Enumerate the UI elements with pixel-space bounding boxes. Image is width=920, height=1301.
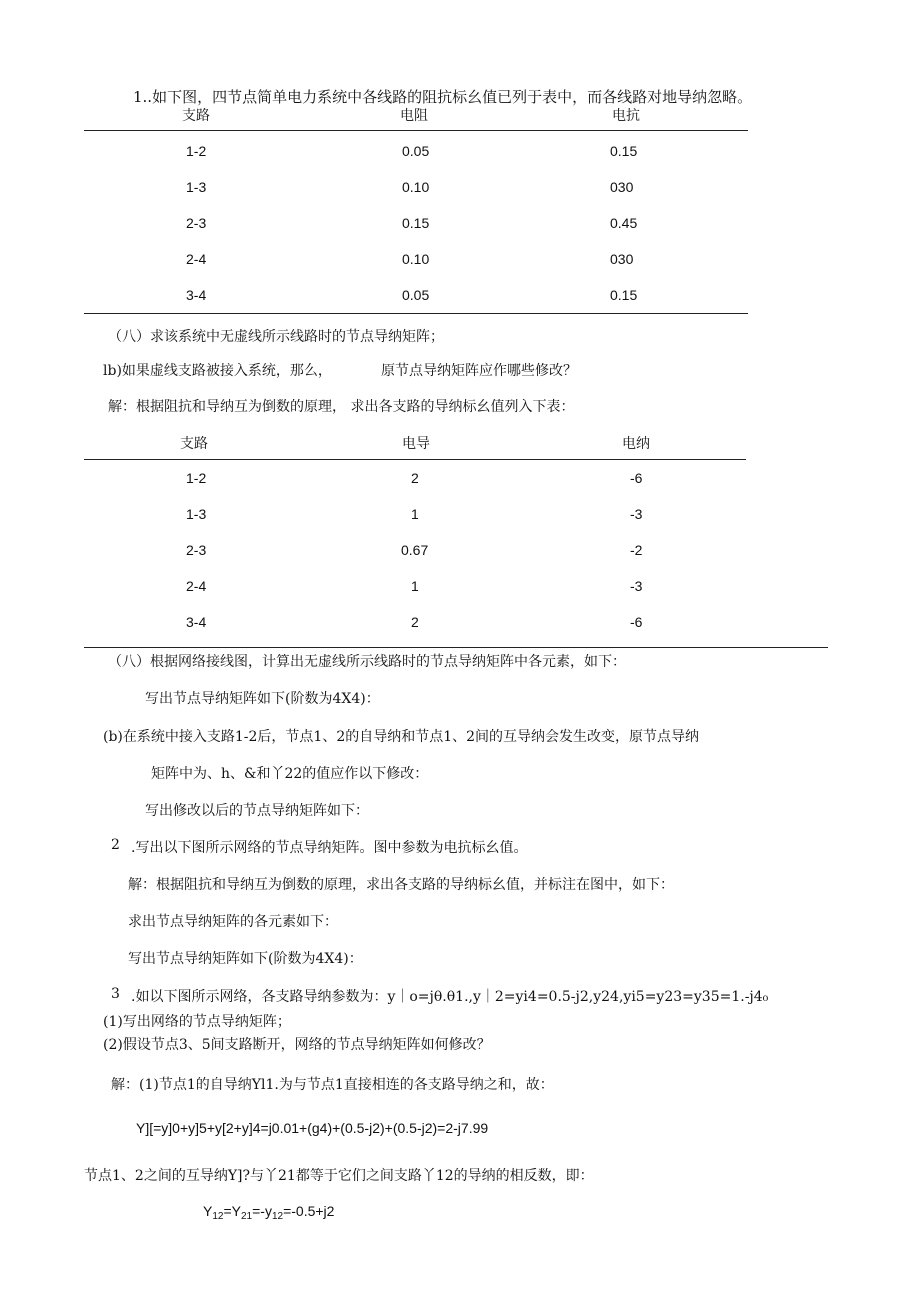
table1-cell: 0.05 (402, 143, 430, 159)
q3-number: 3 (111, 986, 120, 1002)
table1-cell: 030 (610, 251, 634, 267)
table2-cell: 1-2 (186, 470, 207, 486)
q1-part-b-tail: 原节点导纳矩阵应作哪些修改？ (381, 363, 577, 379)
table1-cell: 0.15 (610, 287, 638, 303)
q3-text: .如以下图所示网络，各支路导纳参数为：y｜o=jθ.θ1.,y｜2=yi4=0.5-j2,y24,yi5=y23=y35=1.-j4₀ (131, 989, 769, 1005)
q1-part-b-lead: lb)如果虚线支路被接入系统，那么， (103, 363, 332, 379)
table1-cell: 0.10 (402, 179, 430, 195)
table2-header-susceptance: 电纳 (622, 436, 650, 452)
q2-number: 2 (111, 837, 120, 853)
table2-bottom-rule (84, 647, 828, 648)
table2-header-conductance: 电导 (402, 436, 430, 452)
q2-solution: 解：根据阻抗和导纳互为倒数的原理，求出各支路的导纳标幺值，并标注在图中，如下： (128, 877, 674, 893)
q3-item2: (2)假设节点3、5间支路断开，网络的节点导纳矩阵如何修改？ (103, 1037, 491, 1053)
q2-matrix: 写出节点导纳矩阵如下(阶数为4X4)： (128, 951, 363, 967)
q3-solution: 解：(1)节点1的自导纳Yl1.为与节点1直接相连的各支路导纳之和，故： (111, 1077, 554, 1093)
table1-cell: 0.10 (402, 251, 430, 267)
table2-cell: -2 (630, 542, 643, 558)
table2-cell: -3 (630, 578, 643, 594)
table2-cell: 2 (411, 614, 419, 630)
eq2-sub-12: 12 (212, 1211, 224, 1222)
table1-cell: 0.45 (610, 215, 638, 231)
q1-intro: 1..如下图，四节点简单电力系统中各线路的阻抗标幺值已列于表中，而各线路对地导纳忽略。 (133, 88, 753, 106)
table1-cell: 0.15 (402, 215, 430, 231)
table2-cell: 1 (411, 578, 419, 594)
table2-cell: 2-3 (186, 542, 207, 558)
q1-answer-b3: 写出修改以后的节点导纳矩阵如下： (145, 803, 369, 819)
table1-cell: 3-4 (186, 287, 207, 303)
table1-cell: 030 (610, 179, 634, 195)
table1-header-branch: 支路 (182, 108, 210, 124)
eq2-eq2: =-y (252, 1203, 272, 1219)
eq2-eq1: =Y (223, 1203, 241, 1219)
table2-cell: 1 (411, 506, 419, 522)
eq2-sub-21: 21 (240, 1211, 253, 1222)
q3-equation-1: Y][=y]0+y]5+y[2+y]4=j0.01+(g4)+(0.5-j2)+(0.5-j2)=2-j7.99 (136, 1120, 489, 1136)
table2-cell: 2 (411, 470, 419, 486)
q2-elements: 求出节点导纳矩阵的各元素如下： (128, 914, 338, 930)
table1-cell: 1-2 (186, 143, 207, 159)
table2-cell: 3-4 (186, 614, 207, 630)
table1-header-reactance: 电抗 (612, 108, 640, 124)
table2-cell: -6 (630, 614, 643, 630)
table1-header-resistance: 电阻 (400, 108, 428, 124)
q2-text: .写出以下图所示网络的节点导纳矩阵。图中参数为电抗标幺值。 (131, 840, 528, 856)
eq2-rest: =-0.5+j2 (283, 1203, 335, 1219)
q1-answer-b2: 矩阵中为、h、&和丫22的值应作以下修改： (151, 766, 429, 782)
eq2-Y: Y (203, 1203, 213, 1219)
table1-top-rule (84, 130, 748, 131)
table1-cell: 0.05 (402, 287, 430, 303)
table1-cell: 2-3 (186, 215, 207, 231)
table2-cell: 2-4 (186, 578, 207, 594)
table2-cell: 0.67 (401, 542, 429, 558)
table2-top-rule (84, 459, 746, 460)
q3-equation-2 (203, 1203, 334, 1222)
q1-solution: 解：根据阻抗和导纳互为倒数的原理， 求出各支路的导纳标幺值列入下表： (108, 399, 575, 415)
table1-cell: 2-4 (186, 251, 207, 267)
table1-bottom-rule (84, 313, 748, 314)
q1-answer-b1: (b)在系统中接入支路1-2后，节点1、2的自导纳和节点1、2间的互导纳会发生改变，原节点导纳 (103, 729, 700, 745)
table1-cell: 1-3 (186, 179, 207, 195)
table2-cell: -3 (630, 506, 643, 522)
q3-mutual-text: 节点1、2之间的互导纳Y]?与丫21都等于它们之间支路丫12的导纳的相反数，即： (84, 1168, 594, 1184)
q3-item1: (1)写出网络的节点导纳矩阵； (103, 1014, 291, 1030)
q1-part-a: （八）求该系统中无虚线所示线路时的节点导纳矩阵； (108, 329, 444, 345)
table1-cell: 0.15 (610, 143, 638, 159)
q1-answer-a: （八）根据网络接线图，计算出无虚线所示线路时的节点导纳矩阵中各元素，如下： (108, 654, 626, 670)
table2-header-branch: 支路 (180, 436, 208, 452)
eq2-sub-12b: 12 (271, 1211, 284, 1222)
table2-cell: -6 (630, 470, 643, 486)
table2-cell: 1-3 (186, 506, 207, 522)
q1-matrix-a: 写出节点导纳矩阵如下(阶数为4X4)： (145, 691, 380, 707)
